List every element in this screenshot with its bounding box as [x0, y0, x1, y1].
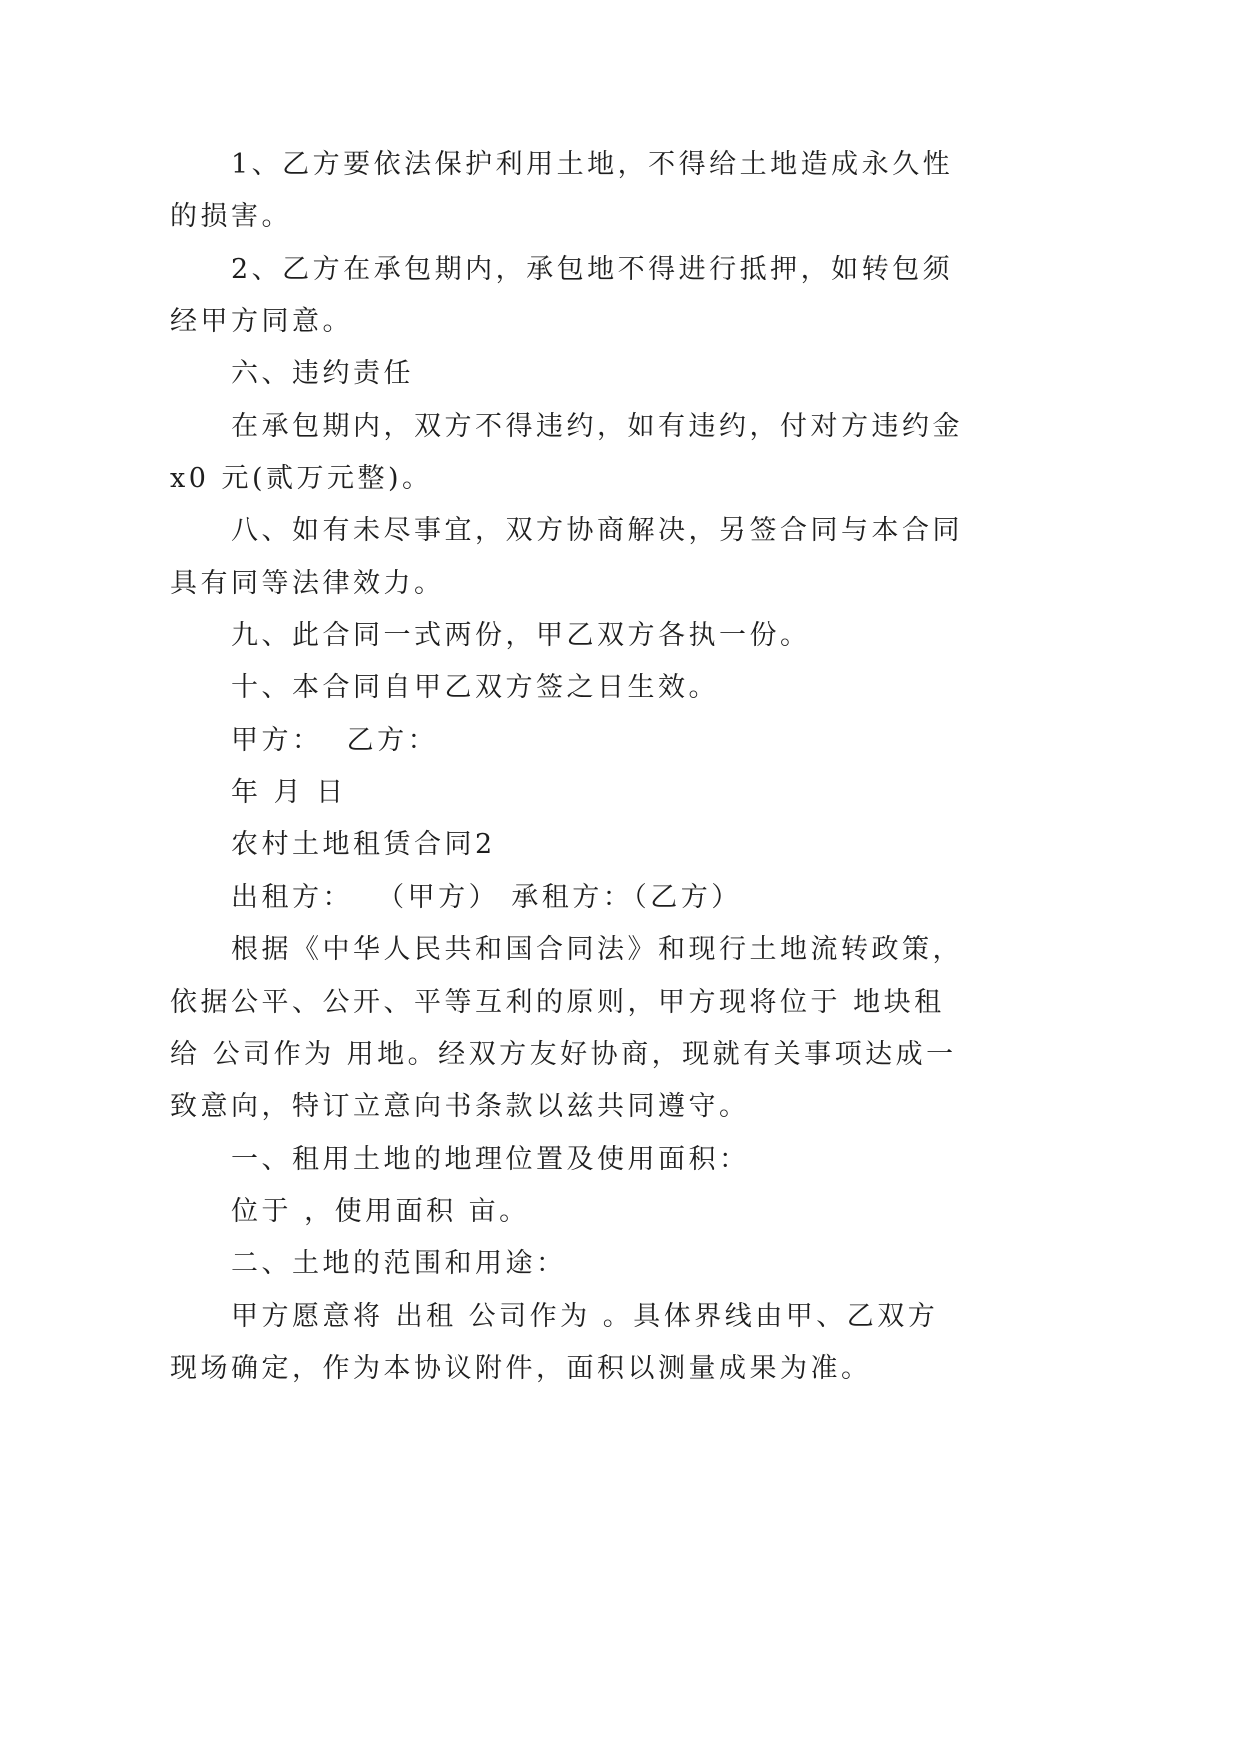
doc-line: 十、本合同自甲乙双方签之日生效。 — [231, 672, 719, 704]
doc-paragraph — [170, 662, 1070, 714]
doc-paragraph — [170, 1186, 1070, 1238]
doc-line: 给 公司作为 用地。经双方友好协商，现就有关事项达成一 — [170, 1038, 957, 1070]
contract-parties — [170, 872, 1070, 924]
doc-line: 出租方： （甲方） 承租方：（乙方） — [231, 881, 742, 913]
doc-line: 具有同等法律效力。 — [170, 567, 445, 599]
doc-paragraph — [170, 401, 1070, 506]
doc-line: 年 月 日 — [231, 777, 347, 809]
signature-date — [170, 767, 1070, 819]
doc-line: 在承包期内，双方不得违约，如有违约，付对方违约金 — [231, 410, 963, 442]
section-heading — [170, 1134, 1070, 1186]
doc-line: 八、如有未尽事宜，双方协商解决，另签合同与本合同 — [231, 515, 963, 547]
doc-line: 甲方愿意将 出租 公司作为 。具体界线由甲、乙双方 — [231, 1300, 939, 1332]
doc-line: 六、违约责任 — [231, 358, 414, 390]
doc-line: 经甲方同意。 — [170, 306, 353, 338]
doc-paragraph — [170, 1291, 1070, 1396]
doc-line: 一、租用土地的地理位置及使用面积： — [231, 1143, 750, 1175]
doc-paragraph — [170, 505, 1070, 610]
doc-line: 农村土地租赁合同2 — [231, 829, 496, 861]
doc-line: x0 元(贰万元整)。 — [170, 463, 433, 495]
doc-line: 依据公平、公开、平等互利的原则，甲方现将位于 地块租 — [170, 986, 945, 1018]
doc-paragraph — [170, 244, 1070, 349]
document-body — [170, 139, 1070, 1395]
doc-line: 二、土地的范围和用途： — [231, 1248, 567, 1280]
section-heading — [170, 1238, 1070, 1290]
signature-parties — [170, 715, 1070, 767]
doc-line: 致意向，特订立意向书条款以兹共同遵守。 — [170, 1091, 750, 1123]
doc-paragraph — [170, 610, 1070, 662]
contract-title — [170, 819, 1070, 871]
doc-paragraph — [170, 924, 1070, 1133]
doc-line: 根据《中华人民共和国合同法》和现行土地流转政策， — [231, 934, 963, 966]
doc-line: 现场确定，作为本协议附件，面积以测量成果为准。 — [170, 1352, 872, 1384]
doc-paragraph — [170, 139, 1070, 244]
doc-line: 2、乙方在承包期内，承包地不得进行抵押，如转包须 — [231, 253, 954, 285]
doc-line: 甲方： 乙方： — [231, 724, 439, 756]
doc-line: 1、乙方要依法保护利用土地，不得给土地造成永久性 — [231, 149, 954, 180]
section-heading — [170, 348, 1070, 400]
doc-line: 的损害。 — [170, 201, 292, 233]
doc-line: 九、此合同一式两份，甲乙双方各执一份。 — [231, 620, 811, 652]
doc-line: 位于 ，使用面积 亩。 — [231, 1195, 530, 1227]
